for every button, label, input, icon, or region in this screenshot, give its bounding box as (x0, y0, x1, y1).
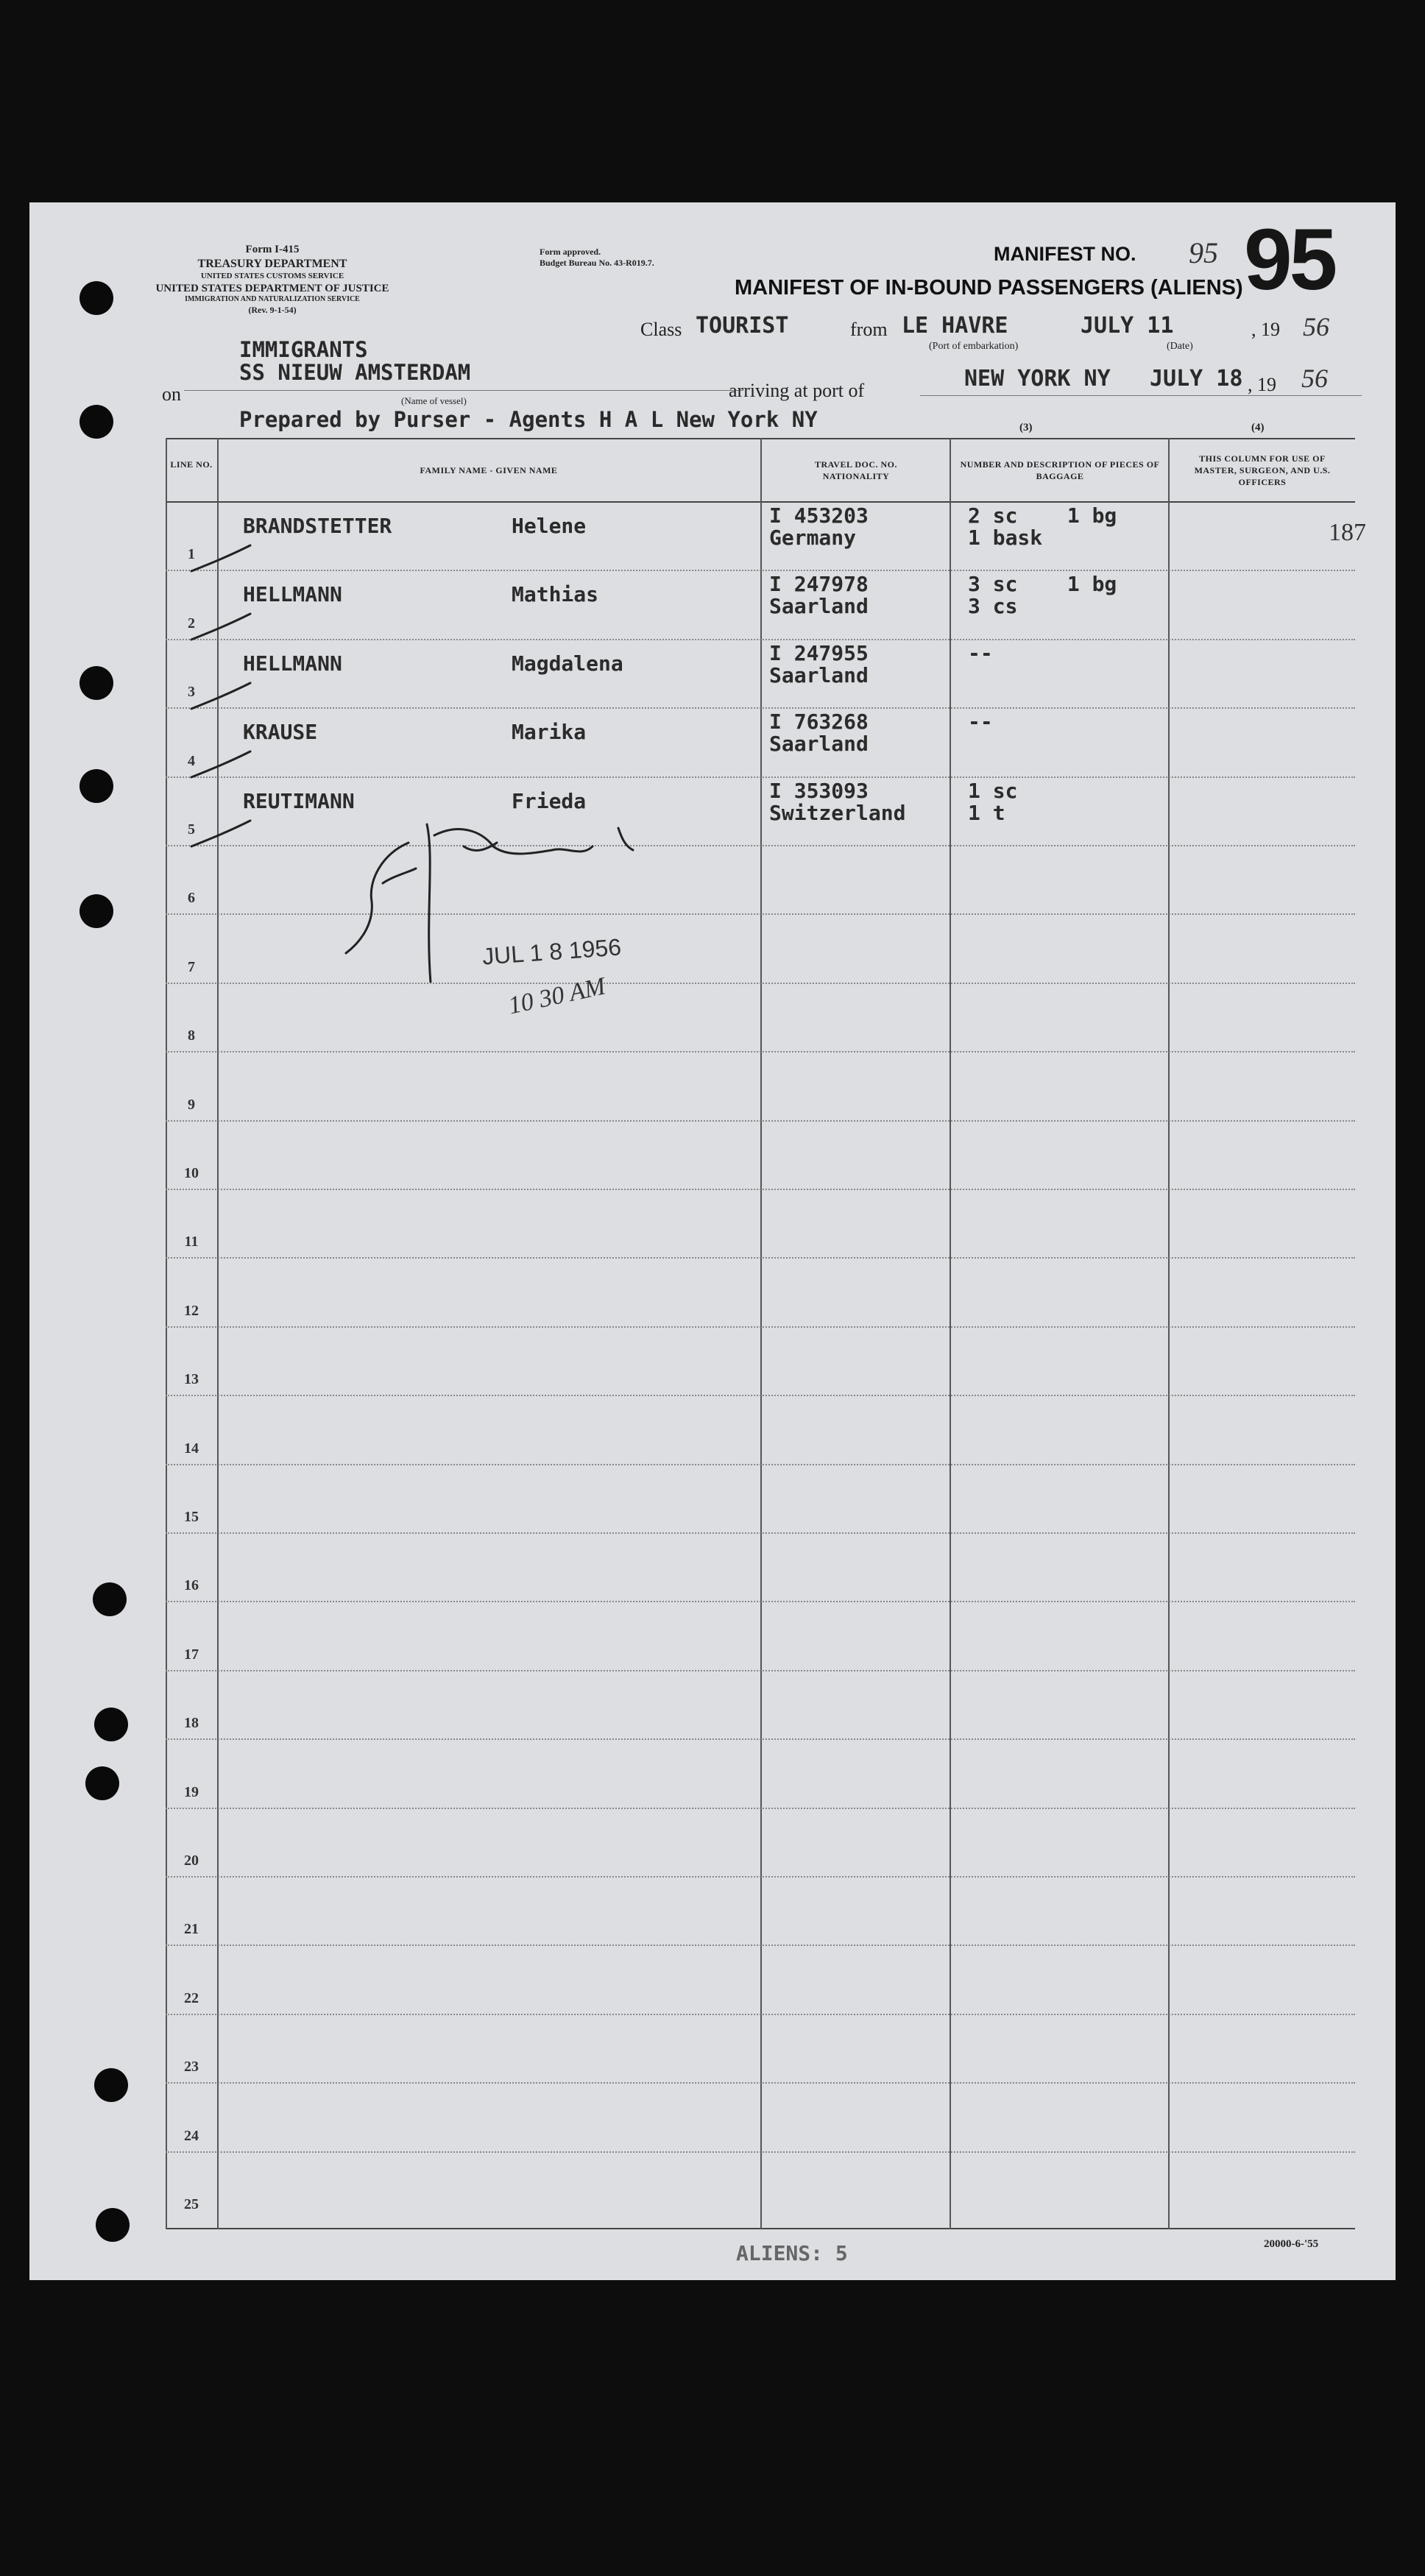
line-number: 18 (184, 1715, 199, 1732)
punch-hole (79, 405, 113, 439)
year-1: 56 (1303, 312, 1329, 342)
family-name: BRANDSTETTER (243, 514, 392, 538)
row-divider (166, 707, 1355, 709)
given-name: Mathias (512, 582, 599, 607)
form-approved: Form approved. (540, 247, 601, 257)
family-name: REUTIMANN (243, 788, 355, 813)
given-name: Helene (512, 514, 587, 538)
year-2: 56 (1301, 364, 1328, 393)
row-divider (166, 570, 1355, 571)
line-number: 11 (184, 1234, 199, 1250)
line-number: 13 (184, 1371, 199, 1388)
col-header-line-no: LINE NO. (170, 459, 213, 470)
nationality: Saarland (769, 662, 869, 687)
check-mark-icon (188, 606, 254, 643)
baggage-line-1: 3 sc 1 bg (968, 572, 1117, 597)
arriving-label: arriving at port of (729, 380, 865, 401)
given-name: Marika (512, 720, 587, 745)
vessel-name: SS NIEUW AMSTERDAM (239, 360, 471, 385)
line-number: 12 (184, 1302, 199, 1319)
arrival-port: NEW YORK NY (964, 366, 1111, 392)
travel-doc-number: I 453203 (769, 503, 869, 528)
line-number: 21 (184, 1921, 199, 1938)
check-mark-icon (188, 676, 254, 712)
justice-department: UNITED STATES DEPARTMENT OF JUSTICE (155, 282, 389, 294)
nationality: Saarland (769, 732, 869, 757)
line-number: 2 (188, 615, 195, 631)
year-prefix-2: , 19 (1248, 374, 1276, 395)
row-divider (166, 1670, 1355, 1671)
travel-doc-number: I 247978 (769, 572, 869, 597)
column-4-number: (4) (1251, 422, 1265, 434)
col-header-baggage: NUMBER AND DESCRIPTION OF PIECES OF BAGGAGE (960, 459, 1160, 482)
line-number: 6 (188, 890, 195, 907)
line-number: 23 (184, 2059, 199, 2076)
budget-bureau: Budget Bureau No. 43-R019.7. (540, 258, 654, 268)
row-divider (166, 1532, 1355, 1534)
arrival-underline (920, 395, 1362, 396)
column-3-number: (3) (1019, 422, 1033, 434)
class-label: Class (640, 319, 682, 340)
line-number: 19 (184, 1783, 199, 1800)
revision: (Rev. 9-1-54) (248, 304, 297, 315)
travel-doc-number: I 763268 (769, 710, 869, 735)
family-name: HELLMANN (243, 582, 342, 607)
row-divider (166, 2014, 1355, 2015)
col-header-travel-doc: TRAVEL DOC. NO. NATIONALITY (815, 459, 897, 482)
travel-doc-number: I 353093 (769, 778, 869, 803)
class-value: TOURIST (696, 313, 789, 339)
manifest-page (29, 202, 1396, 2280)
col-header-officers: THIS COLUMN FOR USE OF MASTER, SURGEON, AND U.S. OFFICERS (1194, 453, 1331, 488)
line-number: 4 (188, 752, 195, 769)
manifest-stamp-number: 95 (1244, 211, 1335, 308)
punch-hole (79, 281, 113, 315)
line-number: 16 (184, 1577, 199, 1594)
from-value: LE HAVRE (902, 313, 1008, 339)
baggage-line-1: 1 sc (968, 778, 1018, 803)
port-caption: (Port of embarkation) (929, 341, 1019, 352)
from-label: from (850, 319, 888, 340)
received-stamp-date: JUL 1 8 1956 (481, 933, 623, 970)
punch-hole (94, 2068, 128, 2102)
form-number: Form I-415 (245, 244, 300, 255)
aliens-total: ALIENS: 5 (736, 2241, 848, 2265)
line-number: 3 (188, 684, 195, 701)
officer-note: 187 (1329, 519, 1366, 546)
received-stamp-time: 10 30 AM (506, 972, 608, 1020)
line-number: 9 (188, 1096, 195, 1113)
line-number: 17 (184, 1646, 199, 1663)
year-prefix: , 19 (1251, 319, 1280, 340)
punch-hole (93, 1582, 127, 1616)
nationality: Saarland (769, 594, 869, 619)
baggage-line-2: 1 bask (968, 526, 1043, 550)
customs-service: UNITED STATES CUSTOMS SERVICE (200, 271, 344, 280)
line-number: 1 (188, 546, 195, 563)
punch-hole (79, 769, 113, 803)
ins-service: IMMIGRATION AND NATURALIZATION SERVICE (185, 295, 360, 304)
punch-hole (79, 666, 113, 700)
line-number: 15 (184, 1509, 199, 1525)
line-number: 20 (184, 1853, 199, 1869)
row-divider (166, 1738, 1355, 1740)
baggage-line-1: -- (968, 640, 993, 665)
form-approval (540, 247, 654, 269)
row-divider (166, 2151, 1355, 2153)
punch-hole (96, 2208, 130, 2242)
given-name: Magdalena (512, 651, 623, 676)
line-number: 8 (188, 1027, 195, 1044)
manifest-no-handwritten: 95 (1189, 236, 1218, 269)
check-mark-icon (188, 538, 254, 575)
row-divider (166, 1326, 1355, 1328)
baggage-line-1: 2 sc 1 bg (968, 503, 1117, 528)
row-divider (166, 639, 1355, 640)
row-divider (166, 1257, 1355, 1259)
manifest-no-label: MANIFEST NO. (994, 243, 1136, 265)
department: TREASURY DEPARTMENT (197, 257, 347, 270)
prepared-by: Prepared by Purser - Agents H A L New York NY (239, 407, 818, 432)
punch-hole (85, 1766, 119, 1800)
line-number: 10 (184, 1165, 199, 1181)
punch-hole (79, 894, 113, 928)
line-number: 22 (184, 1989, 199, 2006)
row-divider (166, 1395, 1355, 1396)
form-id-block (140, 243, 405, 316)
given-name: Frieda (512, 788, 587, 813)
line-number: 5 (188, 821, 195, 838)
on-label: on (162, 383, 181, 405)
row-divider (166, 776, 1355, 778)
check-mark-icon (188, 813, 254, 850)
check-mark-icon (188, 744, 254, 781)
vessel-underline (184, 390, 743, 391)
row-divider (166, 1051, 1355, 1052)
nationality: Switzerland (769, 800, 906, 825)
arrival-date: JULY 18 (1150, 366, 1243, 392)
vessel-line-1: IMMIGRANTS (239, 337, 368, 362)
date-value: JULY 11 (1081, 313, 1174, 339)
row-divider (166, 1876, 1355, 1878)
line-number: 24 (184, 2127, 199, 2144)
baggage-line-2: 3 cs (968, 594, 1018, 619)
row-divider (166, 2082, 1355, 2084)
punch-hole (94, 1708, 128, 1741)
baggage-line-2: 1 t (968, 800, 1005, 825)
family-name: KRAUSE (243, 720, 318, 745)
passenger-table (166, 438, 1366, 2230)
row-divider (166, 1189, 1355, 1190)
row-divider (166, 1808, 1355, 1809)
nationality: Germany (769, 526, 857, 550)
row-divider (166, 1945, 1355, 1946)
vessel-caption: (Name of vessel) (401, 395, 467, 406)
line-number: 7 (188, 958, 195, 975)
travel-doc-number: I 247955 (769, 640, 869, 665)
row-divider (166, 1601, 1355, 1602)
date-caption: (Date) (1167, 341, 1193, 352)
line-number: 25 (184, 2196, 199, 2212)
row-divider (166, 1120, 1355, 1122)
manifest-title: MANIFEST OF IN-BOUND PASSENGERS (ALIENS) (735, 276, 1243, 300)
col-header-family-name: FAMILY NAME - GIVEN NAME (420, 465, 558, 475)
row-divider (166, 983, 1355, 984)
family-name: HELLMANN (243, 651, 342, 676)
form-footer-code: 20000-6-'55 (1264, 2238, 1319, 2250)
line-number: 14 (184, 1440, 199, 1457)
row-divider (166, 1464, 1355, 1465)
baggage-line-1: -- (968, 710, 993, 735)
